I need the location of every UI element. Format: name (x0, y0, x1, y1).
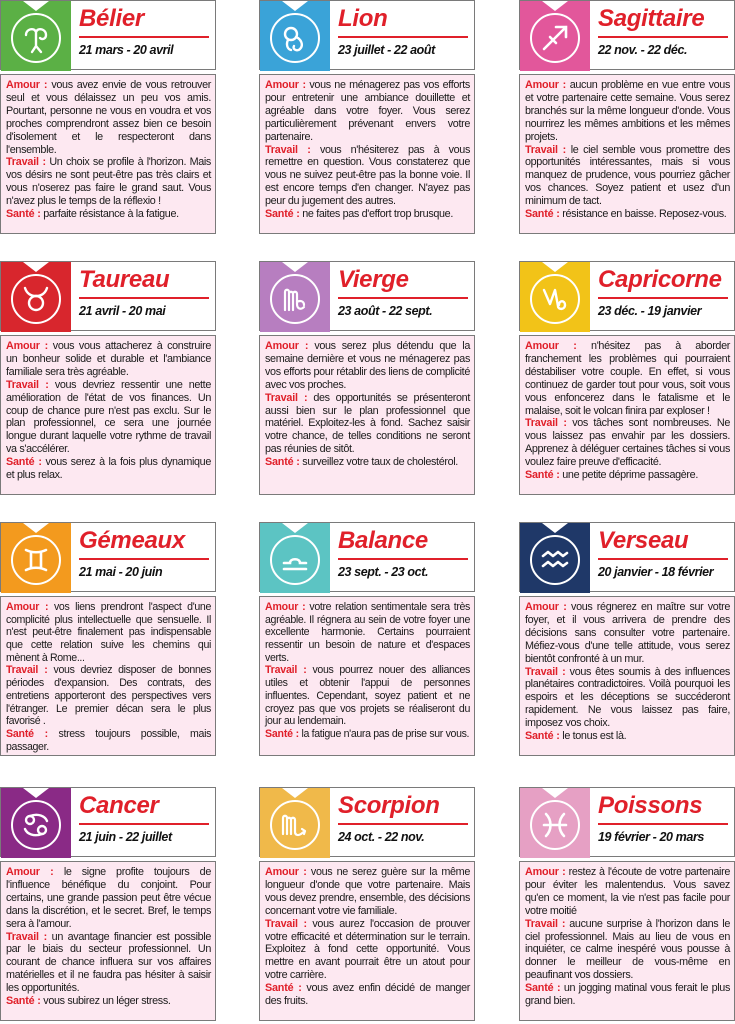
travail-paragraph (265, 392, 470, 457)
ribbon-notch (282, 788, 308, 798)
title-underline (598, 36, 728, 38)
travail-label: Travail : (6, 664, 48, 677)
sign-header (259, 0, 475, 70)
forecast-text (259, 596, 475, 756)
sign-dates: 23 déc. - 19 janvier (598, 304, 702, 318)
sign-name: Capricorne (598, 266, 722, 293)
sante-label: Santé : (265, 727, 299, 740)
sign-name: Verseau (598, 527, 689, 554)
travail-text: le ciel semble vous promettre des opportunités intéressantes, mais si vous manquez de prudence, vous pourriez gâcher vos chances. Soyez patient et usez d'un minimum de tact. (525, 143, 731, 208)
ribbon-notch (23, 1, 49, 11)
amour-paragraph (6, 79, 211, 156)
title-underline (598, 297, 728, 299)
amour-paragraph (525, 79, 730, 144)
travail-label: Travail : (265, 391, 308, 404)
title-underline (338, 823, 468, 825)
sign-dates: 23 juillet - 22 août (338, 43, 435, 57)
travail-text: vos tâches sont nombreuses. Ne vous laissez pas envahir par les dossiers. Apprenez à déléguer certaines tâches si vous voulez faire preuve d'efficacité. (525, 417, 730, 469)
scales-icon (270, 535, 320, 585)
sign-header (519, 0, 735, 70)
sante-label: Santé : (6, 456, 42, 469)
sign-header (259, 261, 475, 331)
sante-label: Santé : (265, 982, 302, 995)
sign-name: Lion (338, 5, 388, 32)
travail-text: vous aurez l'occasion de prouver votre efficacité et détermination sur le terrain. Exploitez à fond cette opportunité. Vous mettre en avant pourrait être un atout pour votre carrière. (265, 917, 471, 982)
bull-icon (11, 274, 61, 324)
amour-paragraph (265, 79, 470, 144)
forecast-text (0, 596, 216, 756)
title-underline (598, 558, 728, 560)
forecast-text (0, 861, 216, 1021)
sign-header (519, 787, 735, 857)
sante-text: vous avez enfin décidé de manger des fruits. (265, 982, 470, 1008)
sante-paragraph (265, 982, 470, 1008)
sign-card-gemeaux (0, 522, 216, 757)
ribbon-notch (282, 523, 308, 533)
forecast-text (519, 861, 735, 1021)
sante-text: un jogging matinal vous ferait le plus grand bien. (525, 982, 730, 1008)
twins-icon (11, 535, 61, 585)
travail-paragraph (525, 144, 730, 209)
sante-label: Santé : (525, 469, 560, 482)
travail-text: Un choix se profile à l'horizon. Mais vos désirs ne sont peut-être pas très clairs et vous n'oserez pas faire le grand saut. Vous n'avez plus le temps de la réflexio ! (6, 156, 211, 208)
amour-paragraph (6, 340, 211, 379)
sign-header (259, 787, 475, 857)
sign-header (0, 261, 216, 331)
sign-name: Scorpion (338, 792, 440, 819)
ribbon-notch (542, 523, 568, 533)
ribbon-notch (542, 788, 568, 798)
amour-label: Amour : (525, 601, 567, 613)
travail-paragraph (525, 918, 730, 983)
sign-dates: 24 oct. - 22 nov. (338, 830, 425, 844)
sign-card-verseau (519, 522, 735, 757)
forecast-text (519, 335, 735, 495)
sign-icon-box (520, 788, 590, 858)
sign-header (259, 522, 475, 592)
amour-text: votre relation sentimentale sera très agréable. Il régnera au sein de votre foyer une excellente harmonie. Certains pourraient ressentir un besoin de nature et d'espaces verts. (265, 601, 470, 664)
sante-paragraph (6, 456, 211, 482)
amour-text: vous régnerez en maître sur votre foyer, et il vous arrivera de prendre des décisions sans consulter votre partenaire. Méfiez-vous d'une telle attitude, vous serez bientôt confronté à un mur. (525, 601, 730, 665)
sante-label: Santé : (6, 995, 41, 1008)
amour-text: vous avez envie de vous retrouver seul et vous délaissez un peu vos amis. Pourtant, personne ne vous en voudra et vos proches comprendront assez bien ce besoin d'isolement et le respecteront dans l'ensemble. (6, 79, 211, 156)
amour-paragraph (265, 601, 470, 664)
forecast-text (0, 335, 216, 495)
sante-paragraph (6, 995, 211, 1008)
amour-label: Amour : (265, 340, 309, 352)
sign-card-cancer (0, 787, 216, 1022)
travail-paragraph (6, 156, 211, 208)
sign-icon-box (1, 523, 71, 593)
sante-text: vous subirez un léger stress. (43, 995, 171, 1008)
crab-icon (11, 800, 61, 850)
travail-label: Travail : (525, 417, 567, 430)
sante-label: Santé : (265, 456, 300, 469)
sign-name: Bélier (79, 5, 144, 32)
sign-icon-box (260, 1, 330, 71)
sante-paragraph (525, 208, 730, 221)
sign-icon-box (260, 523, 330, 593)
sante-text: surveillez votre taux de cholestérol. (302, 456, 458, 469)
travail-paragraph (525, 417, 730, 469)
travail-paragraph (525, 666, 730, 731)
amour-label: Amour : (525, 866, 566, 878)
travail-label: Travail : (525, 917, 566, 930)
forecast-text (259, 335, 475, 495)
amour-paragraph (6, 866, 211, 931)
amour-text: vous vous attacherez à construire un bonheur solide et durable et l'ambiance familiale sera très agréable. (6, 340, 211, 378)
amour-paragraph (6, 601, 211, 664)
sign-card-balance (259, 522, 475, 757)
sign-card-capricorne (519, 261, 735, 496)
lion-icon (270, 13, 320, 63)
sante-paragraph (6, 728, 211, 753)
forecast-text (519, 596, 735, 756)
sante-text: la fatigue n'aura pas de prise sur vous. (301, 727, 470, 740)
amour-paragraph (525, 340, 730, 417)
forecast-text (259, 74, 475, 234)
sign-header (0, 787, 216, 857)
sign-header (519, 261, 735, 331)
sante-label: Santé : (265, 208, 300, 221)
virgin-icon (270, 274, 320, 324)
travail-label: Travail : (6, 156, 46, 169)
amour-paragraph (525, 601, 730, 666)
amour-label: Amour : (265, 79, 306, 91)
amour-paragraph (525, 866, 730, 918)
title-underline (598, 823, 728, 825)
amour-paragraph (265, 340, 470, 392)
travail-text: aucune surprise à l'horizon dans le ciel professionnel. Mais au lieu de vous en inquiéter, ce calme inespéré vous pousse à donner le meilleur de vous-même en peaufinant vos dossiers. (525, 917, 731, 982)
amour-paragraph (265, 866, 470, 918)
amour-label: Amour : (265, 866, 307, 878)
scorpion-icon (270, 800, 320, 850)
sante-label: Santé : (525, 208, 560, 221)
amour-text: vous ne serez guère sur la même longueur d'onde que votre partenaire. Mais vous devez prendre, ensemble, des décisions concernant votre vie familiale. (265, 866, 470, 917)
amour-label: Amour : (525, 79, 567, 91)
travail-text: des opportunités se présenteront aussi bien sur le plan professionnel que matériel. Exploitez-les à fond. Sachez saisir votre chance, de telles conditions ne seront pas réunies de sitôt. (265, 391, 470, 456)
sante-paragraph (525, 982, 730, 1008)
travail-paragraph (265, 144, 470, 209)
travail-text: un avantage financier est possible par le biais du secteur professionnel. Un courant de chance influera sur vos affaires matérielles et il ne faudra pas hésiter à saisir les opportunités. (6, 930, 212, 995)
amour-text: n'hésitez pas à aborder franchement les problèmes qui pourraient déstabiliser votre couple. En effet, si vous continuez de garder tout pour vous, soit vous vous enfoncerez dans le fatalisme et le malaise, soit le volcan finira par exploser ! (525, 340, 730, 417)
travail-text: vous pourrez nouer des alliances utiles et obtenir l'appui de personnes influentes. Cependant, soyez patient et ne croyez pas que vos projets se réaliseront du jour au lendemain. (265, 664, 470, 728)
travail-text: vous devriez ressentir une nette amélioration de l'état de vos finances. Un coup de chance pure n'est pas exclu. Sur le plan professionnel, ce sera une journée longue durant laquelle votre rythme de travail va s'accélérer. (6, 378, 211, 456)
title-underline (79, 823, 209, 825)
sign-card-scorpion (259, 787, 475, 1022)
sign-card-taureau (0, 261, 216, 496)
travail-label: Travail : (525, 143, 567, 156)
sante-text: ne faites pas d'effort trop brusque. (302, 208, 453, 221)
title-underline (79, 558, 209, 560)
sign-card-poissons (519, 787, 735, 1022)
travail-paragraph (265, 918, 470, 983)
travail-text: vous êtes soumis à des influences planétaires contradictoires. Voilà pourquoi les espoirs et les déceptions se succéderont rapidement. Ne vous laissez pas faire, imposez vos choix. (525, 665, 730, 730)
amour-label: Amour : (6, 79, 48, 91)
forecast-text (519, 74, 735, 234)
travail-paragraph (6, 664, 211, 727)
sign-dates: 23 sept. - 23 oct. (338, 565, 429, 579)
amour-text: le signe profite toujours de l'influence bénéfique du conjoint. Pour certains, une grande passion peut être vécue dans la discrétion, et le secret. Bref, le temps sera à l'amour. (6, 866, 211, 930)
sign-card-lion (259, 0, 475, 235)
sante-paragraph (6, 208, 211, 221)
sante-paragraph (525, 469, 730, 482)
sign-dates: 23 août - 22 sept. (338, 304, 433, 318)
sign-name: Poissons (598, 792, 703, 819)
title-underline (338, 36, 468, 38)
amour-text: vous ne ménagerez pas vos efforts pour entretenir une ambiance douillette et agréable dans votre foyer. Vous serez particulièrement prévenant envers votre partenaire. (265, 79, 470, 143)
ribbon-notch (542, 262, 568, 272)
fish-icon (530, 800, 580, 850)
sign-icon-box (1, 1, 71, 71)
sign-card-vierge (259, 261, 475, 496)
amour-label: Amour : (6, 601, 49, 613)
travail-paragraph (6, 931, 211, 996)
sign-header (519, 522, 735, 592)
ribbon-notch (23, 262, 49, 272)
sign-name: Cancer (79, 792, 159, 819)
sign-dates: 21 mars - 20 avril (79, 43, 174, 57)
sign-header (0, 522, 216, 592)
ribbon-notch (23, 523, 49, 533)
title-underline (79, 297, 209, 299)
amour-text: vos liens prendront l'aspect d'une complicité plus intellectuelle que sensuelle. Il n'est peut-être finalement pas indispensable que cette relation suive les chemins qui mènent à Rome... (6, 601, 211, 664)
sign-name: Sagittaire (598, 5, 705, 32)
sign-name: Taureau (79, 266, 170, 293)
sante-text: le tonus est là. (562, 730, 627, 743)
ribbon-notch (542, 1, 568, 11)
amour-text: aucun problème en vue entre vous et votre partenaire cette semaine. Vous serez branchés sur la même longueur d'onde. Vous nourrirez les mêmes ambitions et les mêmes projets. (525, 79, 730, 143)
sante-text: une petite déprime passagère. (562, 469, 698, 482)
travail-label: Travail : (6, 378, 49, 391)
ribbon-notch (282, 262, 308, 272)
sign-card-sagittaire (519, 0, 735, 235)
sign-icon-box (520, 1, 590, 71)
sign-icon-box (1, 788, 71, 858)
sign-icon-box (520, 523, 590, 593)
water-bearer-icon (530, 535, 580, 585)
forecast-text (259, 861, 475, 1021)
sign-header (0, 0, 216, 70)
sante-label: Santé : (525, 982, 561, 995)
sante-paragraph (265, 456, 470, 469)
ribbon-notch (282, 1, 308, 11)
sign-dates: 20 janvier - 18 février (598, 565, 714, 579)
sign-dates: 22 nov. - 22 déc. (598, 43, 688, 57)
sign-card-belier (0, 0, 216, 235)
sign-name: Balance (338, 527, 428, 554)
ribbon-notch (23, 788, 49, 798)
amour-label: Amour : (265, 601, 306, 613)
sign-dates: 19 février - 20 mars (598, 830, 704, 844)
sante-text: parfaite résistance à la fatigue. (43, 208, 179, 221)
amour-label: Amour : (6, 866, 54, 878)
travail-label: Travail : (265, 664, 307, 677)
travail-label: Travail : (265, 917, 307, 930)
forecast-text (0, 74, 216, 234)
sign-icon-box (520, 262, 590, 332)
goat-icon (530, 274, 580, 324)
sante-label: Santé : (6, 208, 41, 221)
sante-text: stress toujours possible, mais passager. (6, 727, 212, 753)
travail-paragraph (265, 664, 470, 727)
travail-text: vous devriez disposer de bonnes périodes d'expansion. Des contrats, des entretiens apporteront des perspectives vers l'étranger. Le premier décan sera le plus favorisé . (6, 664, 211, 728)
amour-label: Amour : (6, 340, 49, 352)
sign-name: Gémeaux (79, 527, 185, 554)
ram-icon (11, 13, 61, 63)
sign-icon-box (1, 262, 71, 332)
sign-dates: 21 juin - 22 juillet (79, 830, 172, 844)
title-underline (338, 297, 468, 299)
sante-label: Santé : (525, 730, 560, 743)
sante-text: vous serez à la fois plus dynamique et plus relax. (6, 456, 211, 482)
travail-label: Travail : (525, 665, 566, 678)
sante-label: Santé : (6, 727, 48, 740)
travail-paragraph (6, 379, 211, 456)
archer-icon (530, 13, 580, 63)
amour-text: restez à l'écoute de votre partenaire pour éviter les malentendus. Vous savez qu'en ce moment, la vie n'est pas facile pour votre moitié (525, 866, 730, 917)
sante-paragraph (265, 728, 470, 741)
travail-label: Travail : (265, 143, 311, 156)
title-underline (338, 558, 468, 560)
sante-text: résistance en baisse. Reposez-vous. (562, 208, 727, 221)
sign-dates: 21 avril - 20 mai (79, 304, 166, 318)
title-underline (79, 36, 209, 38)
sign-icon-box (260, 788, 330, 858)
sign-icon-box (260, 262, 330, 332)
travail-text: vous n'hésiterez pas à vous remettre en question. Vous constaterez que vous ne suivez peut-être pas la bonne voie. Il est encore temps d'en changer. N'ayez pas peur du jugement des autres. (265, 143, 470, 208)
travail-label: Travail : (6, 930, 48, 943)
sante-paragraph (525, 730, 730, 743)
amour-text: vous serez plus détendu que la semaine dernière et vous ne ménagerez pas vos efforts pour rétablir des liens de complicité avec vos proches. (265, 340, 470, 391)
sante-paragraph (265, 208, 470, 221)
sign-name: Vierge (338, 266, 409, 293)
amour-label: Amour : (525, 340, 577, 352)
sign-dates: 21 mai - 20 juin (79, 565, 163, 579)
